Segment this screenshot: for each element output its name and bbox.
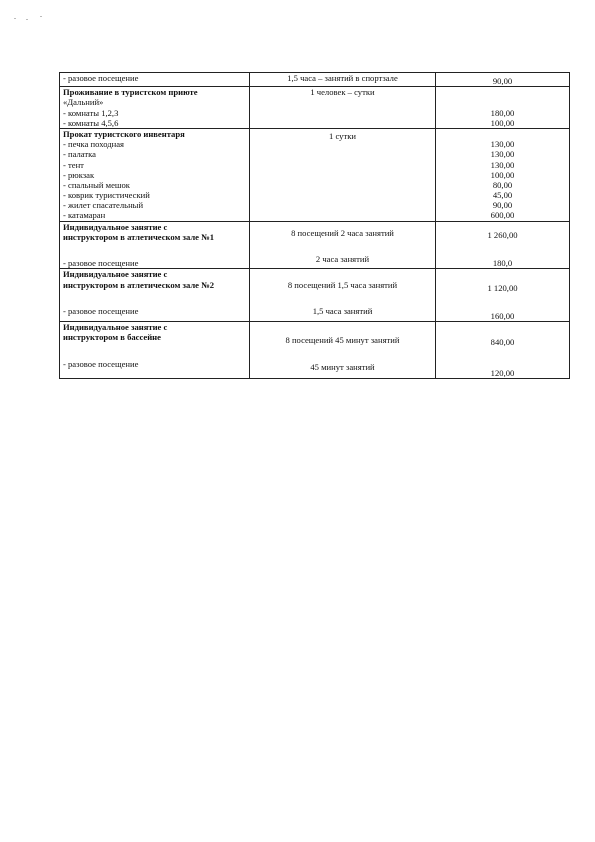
unit-line: 1 сутки xyxy=(329,130,356,141)
unit-line: 1,5 часа – занятий в спортзале xyxy=(287,73,398,83)
price-cell xyxy=(436,87,570,129)
price-value: 1 120,00 xyxy=(487,282,518,293)
unit-line: 2 часа занятий xyxy=(315,254,370,264)
price-value: 180,00 xyxy=(490,107,515,118)
table-row xyxy=(60,269,570,322)
price-value: 90,00 xyxy=(492,76,513,86)
service-line: - разовое посещение xyxy=(63,305,139,316)
price-value: 130,00 xyxy=(490,139,515,150)
service-line: - палатка xyxy=(63,149,96,160)
service-line: - печка походная xyxy=(63,139,124,150)
table-row xyxy=(60,87,570,129)
price-value: 100,00 xyxy=(490,169,515,180)
service-cell xyxy=(60,322,250,379)
table-row xyxy=(60,322,570,379)
unit-line: 8 посещений 2 часа занятий xyxy=(291,227,394,238)
price-value: 1 260,00 xyxy=(487,229,518,240)
service-cell xyxy=(60,128,250,221)
price-cell xyxy=(436,221,570,269)
table-row xyxy=(60,221,570,269)
service-cell xyxy=(60,221,250,269)
price-value: 180,0 xyxy=(492,258,513,268)
unit-cell xyxy=(250,322,436,379)
unit-cell xyxy=(250,221,436,269)
price-value: 120,00 xyxy=(490,367,515,378)
price-value: 840,00 xyxy=(490,337,515,348)
service-heading: Проживание в туристском приюте xyxy=(63,87,198,98)
price-cell xyxy=(436,269,570,322)
service-line: - разовое посещение xyxy=(63,73,139,83)
table-row xyxy=(60,73,570,87)
table-row xyxy=(60,128,570,221)
service-line: - жилет спасательный xyxy=(63,200,144,211)
unit-line: 45 минут занятий xyxy=(310,361,375,372)
unit-line: 1,5 часа занятий xyxy=(312,305,373,316)
unit-line: 1 человек – сутки xyxy=(310,87,375,98)
service-line: - катамаран xyxy=(63,210,106,221)
service-heading: инструктором в атлетическом зале №2 xyxy=(63,279,215,290)
service-line: «Дальний» xyxy=(63,97,104,108)
service-line: - комнаты 1,2,3 xyxy=(63,107,119,118)
service-heading: Прокат туристского инвентаря xyxy=(63,128,185,139)
service-cell xyxy=(60,73,250,87)
unit-cell xyxy=(250,269,436,322)
service-line: - разовое посещение xyxy=(63,358,139,369)
service-heading: Индивидуальное занятие с xyxy=(63,221,168,232)
unit-cell xyxy=(250,87,436,129)
service-line: - коврик туристический xyxy=(63,190,150,201)
service-heading: инструктором в атлетическом зале №1 xyxy=(63,231,215,242)
service-line: - спальный мешок xyxy=(63,179,130,190)
unit-line: 8 посещений 45 минут занятий xyxy=(285,335,400,346)
price-value: 600,00 xyxy=(490,210,515,221)
price-list-table xyxy=(59,72,570,379)
price-cell xyxy=(436,128,570,221)
price-value: 100,00 xyxy=(490,117,515,128)
price-value: 80,00 xyxy=(492,179,513,190)
unit-cell xyxy=(250,73,436,87)
unit-line: 8 посещений 1,5 часа занятий xyxy=(287,279,398,290)
service-heading: Индивидуальное занятие с xyxy=(63,322,168,333)
service-heading: Индивидуальное занятие с xyxy=(63,269,168,280)
price-cell xyxy=(436,73,570,87)
service-line: - тент xyxy=(63,159,84,170)
service-heading: инструктором в бассейне xyxy=(63,332,161,343)
service-line: - комнаты 4,5,6 xyxy=(63,117,119,128)
service-cell xyxy=(60,269,250,322)
price-value: 130,00 xyxy=(490,149,515,160)
price-value: 90,00 xyxy=(492,200,513,211)
service-line: - разовое посещение xyxy=(63,258,139,269)
price-cell xyxy=(436,322,570,379)
unit-cell xyxy=(250,128,436,221)
price-value: 45,00 xyxy=(492,190,513,201)
service-cell xyxy=(60,87,250,129)
price-value: 160,00 xyxy=(490,310,515,321)
price-value: 130,00 xyxy=(490,159,515,170)
service-line: - рюкзак xyxy=(63,169,95,180)
